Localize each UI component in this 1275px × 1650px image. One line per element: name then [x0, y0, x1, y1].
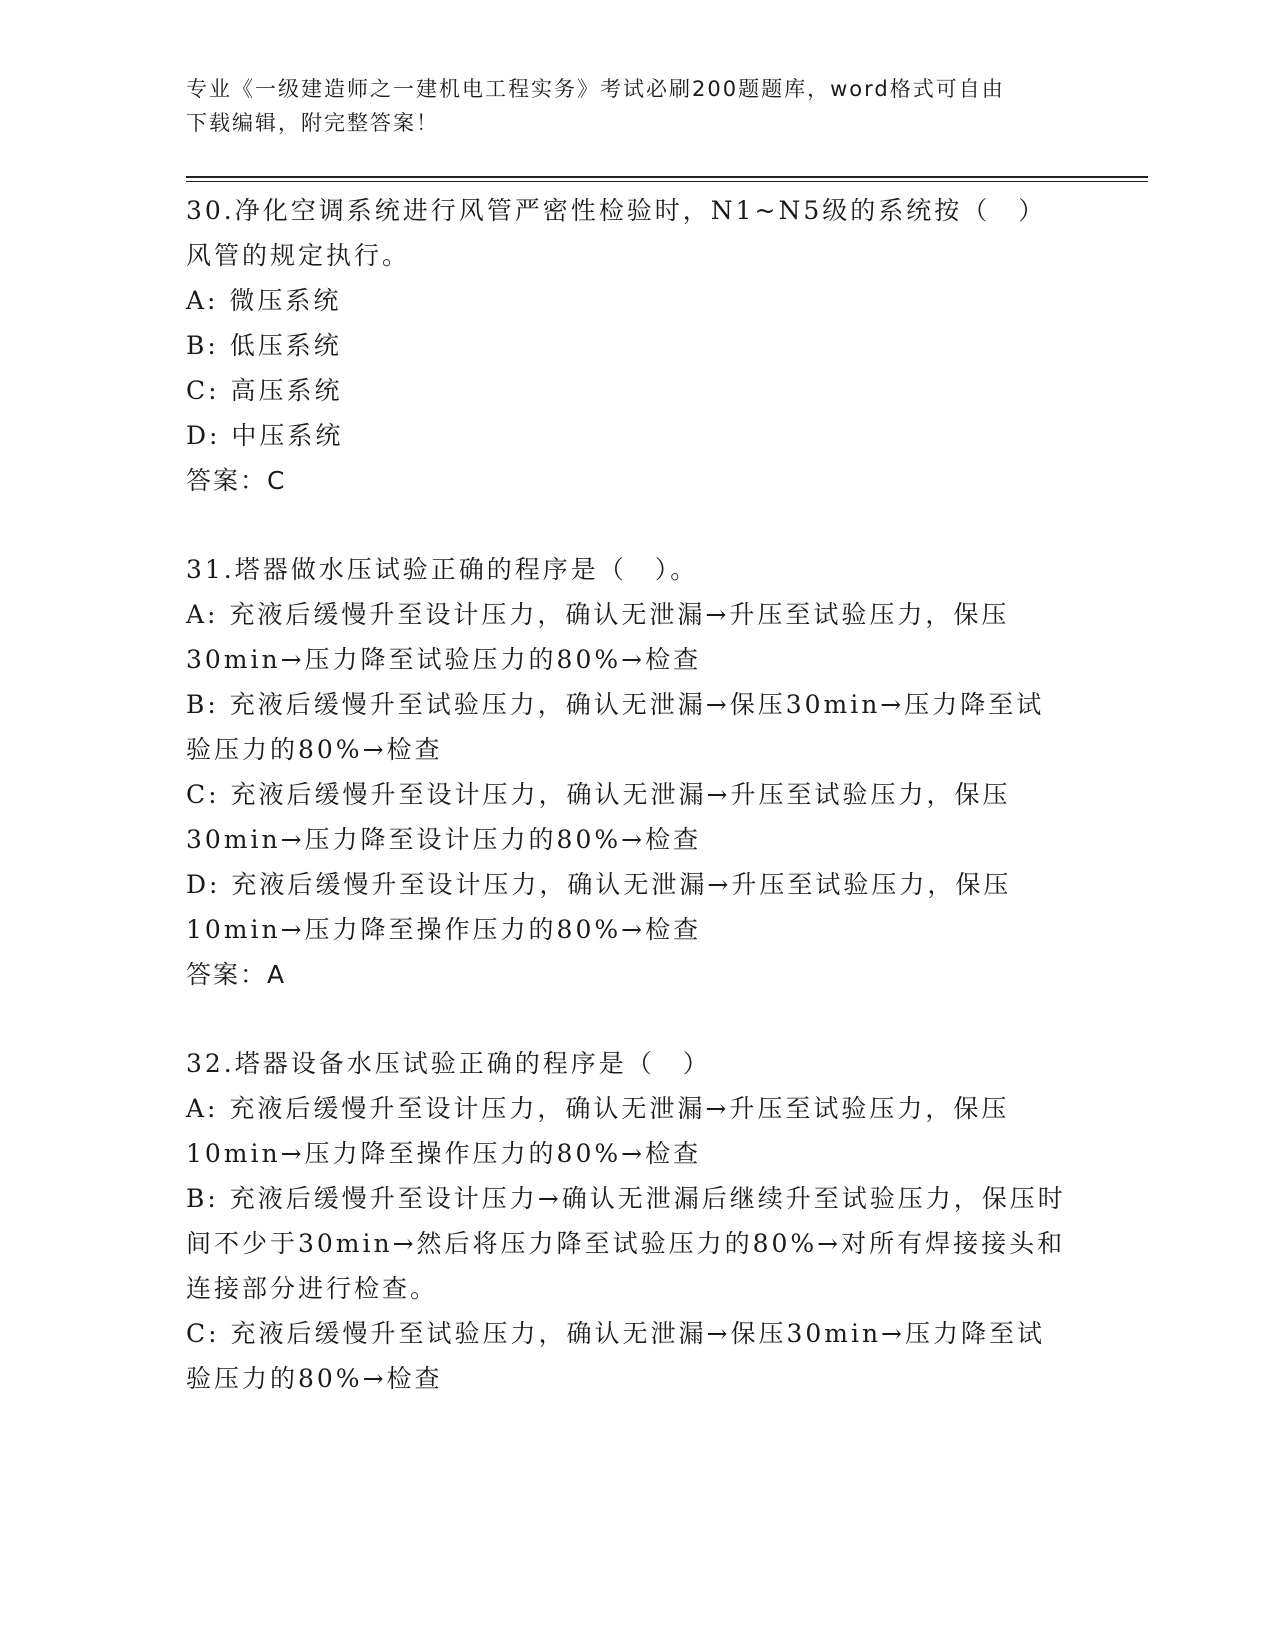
question-30: [186, 188, 1066, 503]
answer-text: 答案：A: [186, 960, 287, 989]
option-a: A: 充液后缓慢升至设计压力，确认无泄漏→升压至试验压力，保压10min→压力降至操作压力的80%→检查: [186, 1094, 1010, 1168]
document-header: [186, 72, 1066, 140]
option-c: C: 高压系统: [186, 376, 343, 405]
question-stem: 32.塔器设备水压试验正确的程序是（ ）: [186, 1049, 711, 1078]
question-stem: 31.塔器做水压试验正确的程序是（ ）。: [186, 555, 699, 584]
header-divider-thin: [186, 181, 1148, 182]
option-b: B: 充液后缓慢升至试验压力，确认无泄漏→保压30min→压力降至试验压力的80%→检查: [186, 690, 1045, 764]
option-c: C: 充液后缓慢升至设计压力，确认无泄漏→升压至试验压力，保压30min→压力降至设计压力的80%→检查: [186, 780, 1011, 854]
question-31: [186, 547, 1066, 997]
option-b: B: 低压系统: [186, 331, 342, 360]
header-divider-thick: [186, 176, 1148, 178]
question-stem: 30.净化空调系统进行风管严密性检验时，N1~N5级的系统按（ ）风管的规定执行。: [186, 196, 1047, 270]
question-list: [186, 188, 1066, 1445]
option-d: D: 充液后缓慢升至设计压力，确认无泄漏→升压至试验压力，保压10min→压力降至操作压力的80%→检查: [186, 870, 1012, 944]
option-d: D: 中压系统: [186, 421, 344, 450]
answer-text: 答案：C: [186, 466, 287, 495]
option-a: A: 充液后缓慢升至设计压力，确认无泄漏→升压至试验压力，保压30min→压力降至试验压力的80%→检查: [186, 600, 1010, 674]
option-a: A: 微压系统: [186, 286, 342, 315]
option-c: C: 充液后缓慢升至试验压力，确认无泄漏→保压30min→压力降至试验压力的80%→检查: [186, 1319, 1046, 1393]
option-b: B: 充液后缓慢升至设计压力→确认无泄漏后继续升至试验压力，保压时间不少于30min→然后将压力降至试验压力的80%→对所有焊接接头和连接部分进行检查。: [186, 1184, 1066, 1303]
header-line-1: 专业《一级建造师之一建机电工程实务》考试必刷200题题库，word格式可自由: [186, 77, 1005, 101]
question-32: [186, 1041, 1066, 1401]
header-line-2: 下载编辑，附完整答案！: [186, 111, 439, 135]
